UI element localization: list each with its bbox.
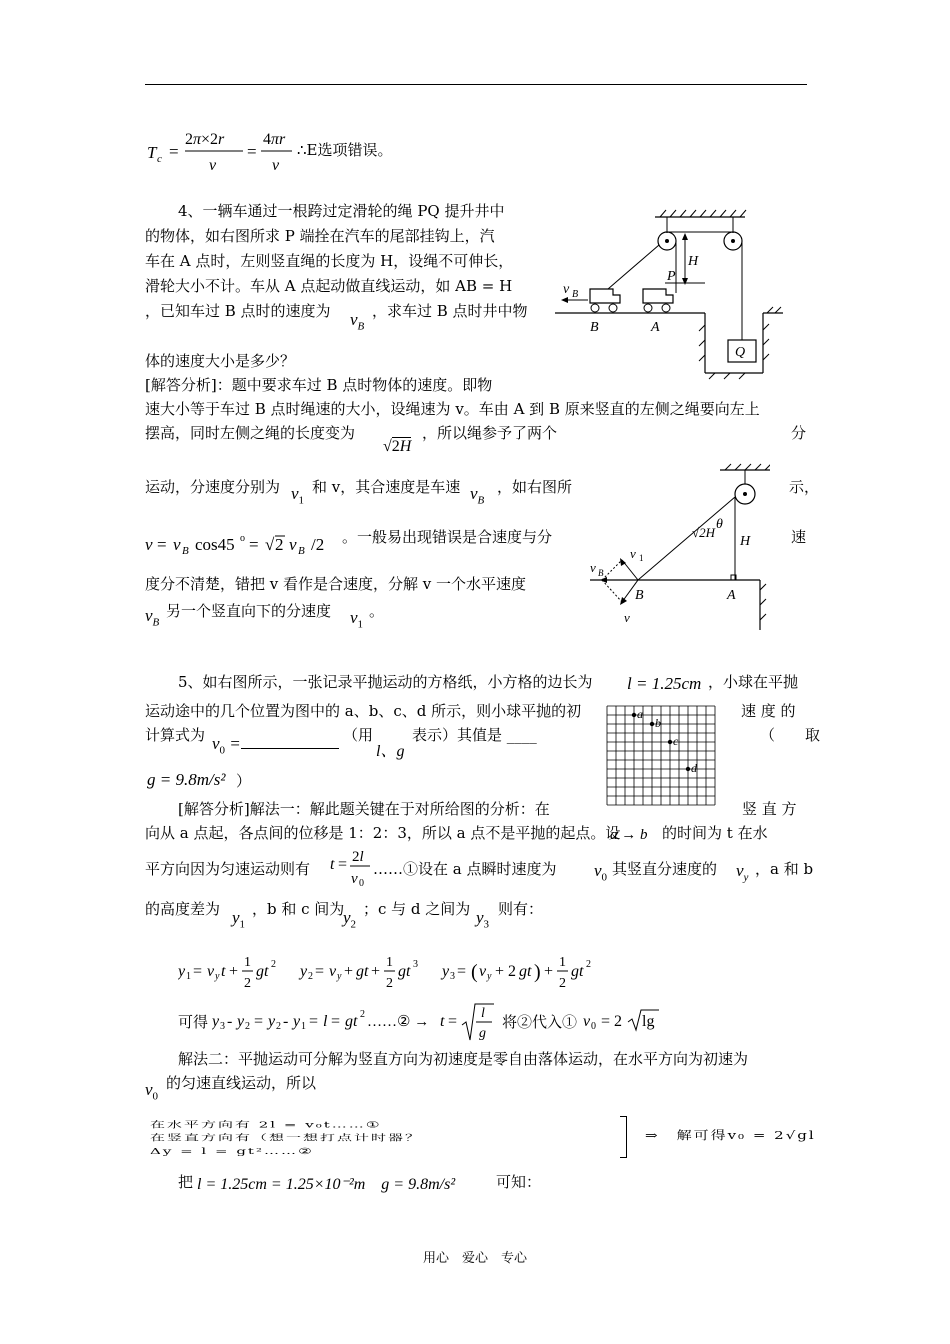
q4-line1: 4、一辆车通过一根跨过定滑轮的绳 PQ 提升井中: [178, 202, 505, 220]
q5-eq2-mid: 将②代入①: [502, 1013, 578, 1031]
scan-line-1: 在水平方向有 2l = v₀t……①: [150, 1119, 382, 1130]
q4-sqrt2H: √2H: [383, 438, 412, 455]
svg-text:gt: gt: [356, 963, 369, 980]
q5-sol1-line3c: 其竖直分速度的: [612, 860, 718, 878]
q5-l-g-symbols: l、g: [376, 743, 405, 760]
q4-line5a: ，已知车过 B 点时的速度为: [145, 302, 331, 320]
scan-result: ⇒ 解可得v₀ = 2√gl: [645, 1128, 816, 1142]
q4-analysis2: 速大小等于车过 B 点时绳速的大小，设绳速为 v。车由 A 到 B 原来竖直的左侧之绳要向左上: [145, 400, 760, 418]
svg-text:√: √: [265, 535, 275, 554]
svg-text:2: 2: [559, 976, 566, 991]
svg-text:B: B: [182, 545, 189, 557]
svg-text:1: 1: [301, 1021, 306, 1032]
q5-line4-end: ）: [236, 772, 252, 790]
q5-last-a: 把: [178, 1173, 194, 1191]
svg-text:v: v: [624, 610, 630, 625]
svg-text:+: +: [544, 963, 554, 980]
scan-line-2: 在竖直方向有（想一想打点计时器？: [150, 1132, 423, 1143]
q5-scan-block-right: [645, 1126, 907, 1150]
q4-line5b: ，求车过 B 点时井中物: [372, 302, 528, 320]
svg-text:2: 2: [245, 1021, 250, 1032]
svg-text:gt: gt: [519, 963, 532, 980]
svg-text:y: y: [237, 1013, 245, 1030]
q5-line1a: 5、如右图所示，一张记录平抛运动的方格纸，小方格的边长为: [178, 673, 593, 691]
svg-text:A: A: [727, 588, 736, 603]
svg-text:v: v: [173, 535, 181, 554]
grid-svg: [605, 704, 725, 812]
svg-text:o: o: [240, 533, 245, 544]
svg-text:=: =: [247, 142, 257, 161]
grid-point-b: [650, 722, 654, 726]
svg-text:v: v: [351, 871, 358, 887]
svg-text:P: P: [667, 269, 676, 284]
svg-text:t: t: [221, 963, 226, 980]
svg-text:y: y: [337, 971, 342, 982]
scan-brace: [620, 1116, 627, 1158]
q5-line2b: 速 度 的: [741, 702, 796, 720]
svg-text:v: v: [289, 535, 297, 554]
q5-t-formula: [330, 845, 374, 895]
svg-text:+: +: [371, 963, 381, 980]
q4-vb-symbol-2: $v_B$: [470, 484, 485, 507]
svg-text:=: =: [448, 1013, 458, 1030]
svg-text:2: 2: [308, 971, 313, 982]
figure-car-pulley: [555, 205, 785, 384]
q5-eq2-prefix: 可得: [178, 1013, 209, 1031]
svg-text:-: -: [283, 1013, 289, 1030]
svg-text:cos45: cos45: [195, 535, 235, 554]
svg-text:v: v: [272, 157, 280, 174]
q4-analysis7-end: 。: [369, 602, 385, 620]
svg-text:-: -: [227, 1013, 233, 1030]
svg-text:t: t: [330, 856, 335, 873]
svg-text:(: (: [471, 961, 478, 983]
q5-line3d: （ 取: [760, 726, 821, 744]
svg-text:c: c: [157, 153, 162, 165]
q4-line6: 体的速度大小是多少？: [145, 352, 296, 370]
page-footer: 用心 爱心 专心: [422, 1251, 527, 1266]
svg-text:v: v: [563, 282, 570, 297]
svg-text:0: 0: [591, 1021, 596, 1032]
svg-text:2l: 2l: [352, 849, 364, 865]
q4-analysis1: [解答分析]：题中要求车过 B 点时物体的速度。即物: [145, 376, 493, 394]
q5-sol1-line1b: 竖 直 方: [742, 800, 797, 818]
svg-text:1: 1: [639, 553, 644, 563]
svg-text:v: v: [145, 535, 153, 554]
header-rule: [145, 84, 807, 85]
q4-vb-symbol: $v_B$: [350, 310, 365, 333]
svg-text:0: 0: [359, 878, 364, 889]
q4-analysis3a: 摆高，同时左侧之绳的长度变为: [145, 424, 356, 442]
svg-text:T: T: [147, 143, 157, 162]
q4-line4: 滑轮大小不计。车从 A 点起动做直线运动，如 AB = H: [145, 277, 513, 295]
svg-text:gt: gt: [571, 963, 584, 980]
q5-y2-symbol: $y_2$: [343, 908, 357, 931]
svg-text:+: +: [229, 963, 239, 980]
q5-last-b: l = 1.25cm = 1.25×10⁻²m g = 9.8m/s²: [197, 1176, 456, 1193]
svg-text:v: v: [630, 546, 636, 561]
svg-text:y: y: [293, 1013, 301, 1030]
grid-label-d: d: [691, 761, 697, 775]
svg-text:B: B: [590, 320, 599, 335]
q4-analysis3b: ，所以绳参予了两个: [422, 424, 558, 442]
svg-text:2: 2: [244, 976, 251, 991]
svg-text:v: v: [583, 1013, 591, 1030]
svg-text:H: H: [740, 534, 751, 549]
svg-text:t: t: [440, 1013, 445, 1030]
q5-sol2-line2: 的匀速直线运动，所以: [166, 1074, 317, 1092]
svg-text:y: y: [212, 1013, 220, 1030]
svg-text:gt: gt: [256, 963, 269, 980]
q4-analysis4a: 运动，分速度分别为: [145, 478, 281, 496]
svg-text:y: y: [178, 963, 186, 980]
grid-label-c: c: [673, 734, 679, 748]
svg-text:=: =: [338, 856, 348, 873]
q5-a-to-b: a → b: [610, 827, 648, 843]
svg-text:A: A: [651, 320, 660, 335]
q4-analysis5b: 。一般易出现错误是合速度与分: [342, 528, 553, 546]
svg-text:2: 2: [386, 976, 393, 991]
svg-text:2: 2: [271, 959, 276, 970]
figure-grid-paper: [605, 704, 725, 816]
svg-text:B: B: [298, 545, 305, 557]
svg-text:1: 1: [386, 955, 393, 970]
svg-text:v: v: [479, 963, 487, 980]
svg-text:=: =: [315, 963, 325, 980]
q5-line1c: ，小球在平抛: [708, 673, 799, 691]
q5-sol1-line2b: 的时间为 t 在水: [662, 824, 768, 842]
svg-text:=: =: [157, 535, 167, 554]
svg-text:+: +: [344, 963, 354, 980]
svg-text:gt: gt: [398, 963, 411, 980]
svg-text:√2H: √2H: [692, 525, 716, 540]
q5-line3c: 表示）其值是 ____: [412, 726, 537, 744]
svg-text:4πr: 4πr: [263, 131, 286, 148]
svg-text:l: l: [481, 1006, 485, 1021]
svg-text:3: 3: [220, 1021, 225, 1032]
q5-v0-symbol: $v_0$: [594, 861, 608, 884]
q5-sol1-line4a: 的高度差为: [145, 900, 221, 918]
svg-text:Q: Q: [735, 345, 746, 360]
q4-vb-symbol-3: $v_B$: [145, 606, 160, 629]
svg-text:2: 2: [360, 1009, 365, 1020]
svg-text:2: 2: [275, 535, 284, 554]
svg-text:lg: lg: [642, 1013, 655, 1030]
grid-point-d: [686, 767, 690, 771]
q5-eq2-result: [583, 1004, 673, 1038]
svg-text:3: 3: [450, 971, 455, 982]
scan-line-3: Δy = l = gt²……②: [150, 1146, 314, 1156]
q5-y3-symbol: $y_3$: [476, 908, 490, 931]
svg-text:g: g: [479, 1026, 486, 1041]
q4-analysis6: 度分不清楚，错把 v 看作是合速度，分解 v 一个水平速度: [145, 575, 527, 593]
svg-text:……② →: ……② →: [367, 1014, 430, 1030]
svg-text:l: l: [323, 1013, 328, 1030]
q5-sol1-line3b: ……①设在 a 点瞬时速度为: [373, 860, 557, 878]
q5-eq2-formula: [212, 1000, 502, 1050]
svg-text:2: 2: [276, 1021, 281, 1032]
svg-text:=: =: [457, 963, 467, 980]
grid-label-b: b: [655, 716, 661, 730]
figure-velocity-svg: [580, 462, 770, 632]
q5-last-c: 可知：: [496, 1173, 542, 1191]
q4-v1-symbol: $v_1$: [291, 484, 305, 507]
svg-text:v: v: [209, 157, 217, 174]
svg-text:= 2: = 2: [601, 1013, 623, 1030]
svg-text:=: =: [169, 142, 179, 161]
svg-text:H: H: [688, 254, 699, 269]
q5-line2a: 运动途中的几个位置为图中的 a、b、c、d 所示，则小球平抛的初: [145, 702, 582, 720]
q5-g-value: g = 9.8m/s²: [147, 770, 226, 789]
q5-line3a: 计算式为: [145, 726, 206, 744]
grid-point-a: [632, 713, 636, 717]
svg-text:v: v: [207, 963, 215, 980]
svg-text:gt: gt: [345, 1013, 358, 1030]
svg-text:): ): [534, 961, 541, 983]
q4-analysis4d: 示，: [789, 478, 820, 496]
svg-text:+ 2: + 2: [495, 963, 517, 980]
figure-velocity-decomposition: [580, 462, 770, 636]
svg-text:/2: /2: [311, 535, 325, 554]
q4-cos-formula: [145, 528, 355, 562]
svg-text:y: y: [442, 963, 450, 980]
q5-sol1-line4b: ，b 和 c 间为: [252, 900, 345, 918]
svg-text:3: 3: [413, 959, 418, 970]
q4-analysis4b: 和 v，其合速度是车速: [312, 478, 461, 496]
svg-text:=: =: [309, 1013, 319, 1030]
q5-sol1-line4c: ；c 与 d 之间为: [363, 900, 471, 918]
svg-text:B: B: [598, 568, 604, 578]
svg-text:1: 1: [186, 971, 191, 982]
q4-line2: 的物体，如右图所求 P 端拴在汽车的尾部挂钩上，汽: [145, 227, 495, 245]
q5-sol1-line3d: ，a 和 b: [755, 860, 814, 878]
q4-v1-symbol-2: $v_1$: [350, 608, 364, 631]
svg-text:=: =: [249, 535, 259, 554]
svg-text:2π×2r: 2π×2r: [185, 131, 225, 148]
q5-l-value: l = 1.25cm: [627, 674, 702, 693]
q5-vy-symbol: $v_y$: [736, 861, 749, 884]
q5-sol1-line4d: 则有：: [498, 900, 544, 918]
svg-text:=: =: [254, 1013, 264, 1030]
svg-text:v: v: [590, 560, 596, 575]
q4-analysis3c: 分: [791, 424, 807, 442]
svg-text:=: =: [193, 963, 203, 980]
q5-scan-block-left: [150, 1118, 620, 1160]
svg-text:θ: θ: [716, 517, 723, 532]
q5-sol1-line2a: 向从 a 点起，各点间的位移是 1：2：3，所以 a 点不是平抛的起点。设: [145, 824, 621, 842]
figure-car-pulley-svg: [555, 205, 785, 380]
svg-text:y: y: [268, 1013, 276, 1030]
q4-analysis7: 另一个竖直向下的分速度: [166, 602, 332, 620]
svg-text:B: B: [572, 289, 579, 300]
svg-text:y: y: [215, 971, 220, 982]
q4-line3: 车在 A 点时，左则竖直绳的长度为 H，设绳不可伸长，: [145, 252, 514, 270]
q5-y-equations: [178, 948, 648, 1002]
svg-text:y: y: [300, 963, 308, 980]
grid-point-c: [668, 740, 672, 744]
grid-label-a: a: [637, 707, 643, 721]
q5-v0-blank: $v_0$ =: [212, 734, 339, 756]
q4-analysis5c: 速: [791, 528, 807, 546]
q5-sol2-line1: 解法二：平抛运动可分解为竖直方向为初速度是零自由落体运动，在水平方向为初速为: [178, 1050, 749, 1068]
svg-text:=: =: [331, 1013, 341, 1030]
svg-text:1: 1: [559, 955, 566, 970]
svg-text:1: 1: [244, 955, 251, 970]
q5-y1-symbol: $y_1$: [232, 908, 246, 931]
q5-line3b: （用: [343, 726, 374, 744]
q4-analysis4c: ，如右图所: [497, 478, 573, 496]
svg-text:y: y: [487, 971, 492, 982]
q5-sol1-line1a: [解答分析]解法一：解此题关键在于对所给图的分析：在: [178, 800, 550, 818]
svg-text:B: B: [635, 588, 644, 603]
svg-text:2: 2: [586, 959, 591, 970]
tc-conclusion: ∴E选项错误。: [297, 141, 393, 159]
q5-v0-symbol-2: $v_0$: [145, 1080, 159, 1103]
svg-text:v: v: [329, 963, 337, 980]
q5-sol1-line3a: 平方向因为匀速运动则有: [145, 860, 311, 878]
